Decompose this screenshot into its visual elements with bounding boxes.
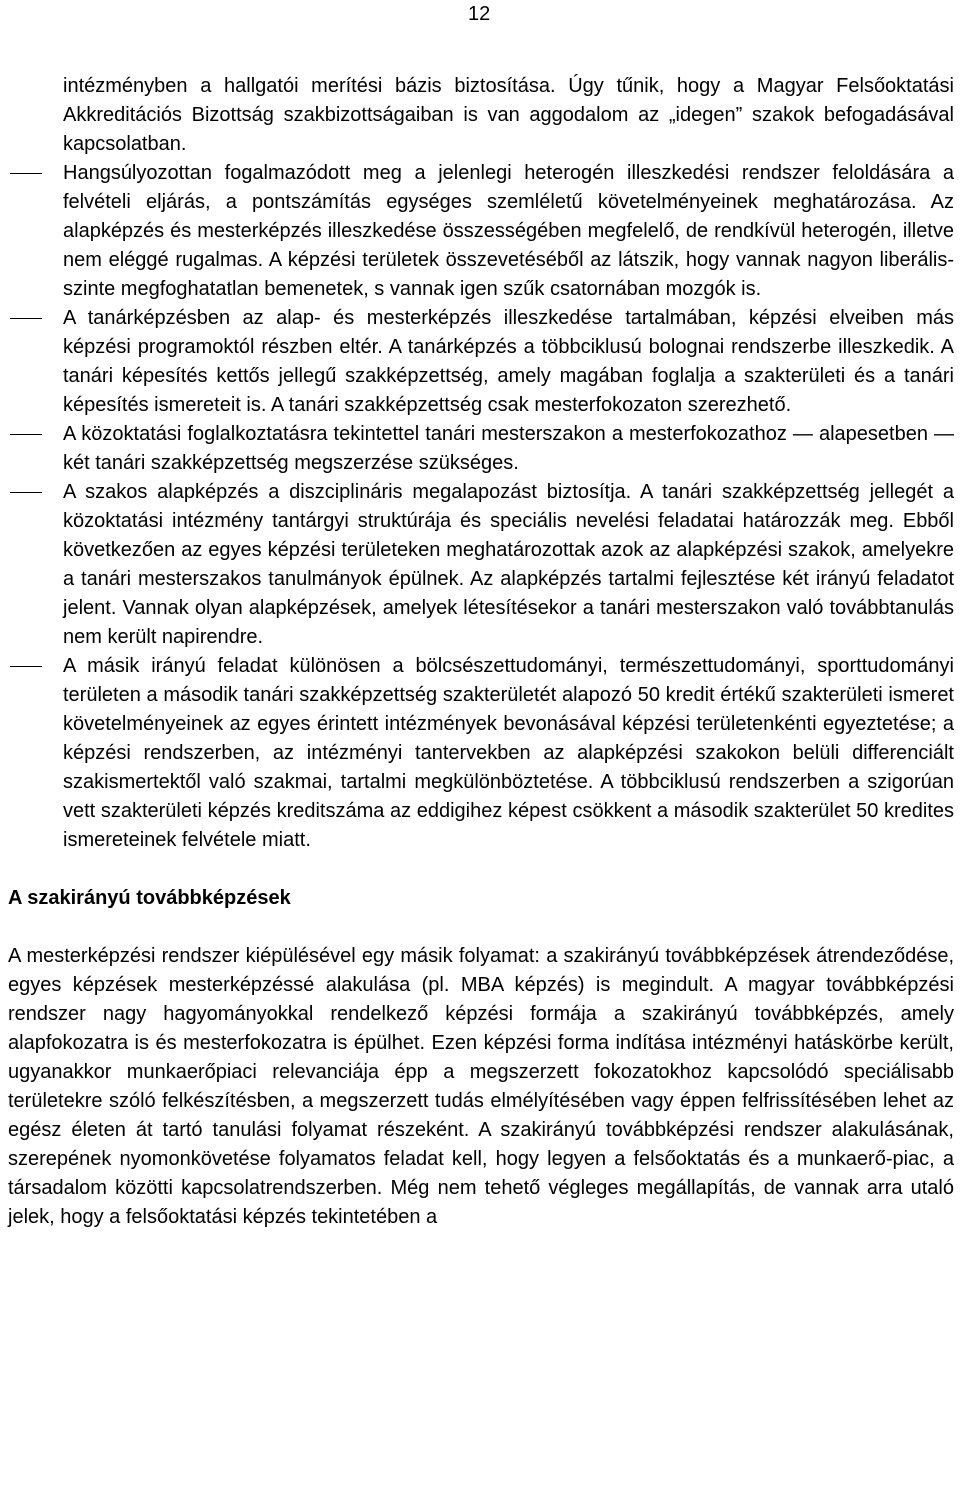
dash-bullet-icon — [10, 666, 42, 667]
list-item — [8, 72, 954, 159]
list-item — [8, 478, 954, 652]
section-paragraph: A mesterképzési rendszer kiépülésével egy másik folyamat: a szakirányú továbbképzések átrendeződése, egyes képzések mesterképzéssé alakulása (pl. MBA képzés) is megindult. A magyar továbbképzési rendszer nagy hagyományokkal rendelkező képzési formája a szakirányú továbbképzés, amely alapfokozatra is és mesterfokozatra is épülhet. Ezen képzési forma indítása intézményi hatáskörbe került, ugyanakkor munkaerőpiaci relevanciája épp a megszerzett fokozatokhoz kapcsolódó speciálisabb területekre szóló felkészítésben, a megszerzett tudás elmélyítésében vagy éppen felfrissítésében lehet az egész életen át tartó tanulási folyamat részeként. A szakirányú továbbképzési rendszer alakulásának, szerepének nyomonkövetése folyamatos feladat kell, hogy legyen a felsőoktatás és a munkaerő-piac, a társadalom közötti kapcsolatrendszerben. Még nem tehető végleges megállapítás, de vannak arra utaló jelek, hogy a felsőoktatási képzés tekintetében a — [8, 945, 954, 1228]
list-item — [8, 652, 954, 855]
list-item — [8, 420, 954, 478]
page-number: 12 — [468, 3, 491, 25]
section-heading: A szakirányú továbbképzések — [8, 887, 291, 909]
list-item-text: A másik irányú feladat különösen a bölcsészettudományi, természettudományi, sporttudományi területen a második tanári szakképzettség szakterületét alapozó 50 kredit értékű szakterületi ismeret követelményeinek az egyes érintett intézmények bevonásával képzési területenkénti egyeztetése; a képzési rendszerben, az intézményi tantervekben az alapképzési szakokon belüli differenciált szakismertektől való szakmai, tartalmi megkülönböztetése. A többciklusú rendszerben a szigorúan vett szakterületi képzés kreditszáma az eddigihez képest csökkent a második szakterület 50 kredites ismereteinek felvétele miatt. — [63, 655, 954, 851]
dash-bullet-icon — [10, 318, 42, 319]
list-item — [8, 159, 954, 304]
dash-bullet-icon — [10, 492, 42, 493]
dash-bullet-icon — [10, 173, 42, 174]
list-item — [8, 304, 954, 420]
list-item-text: A közoktatási foglalkoztatásra tekintettel tanári mesterszakon a mesterfokozathoz — alapesetben — két tanári szakképzettség megszerzése szükséges. — [63, 423, 954, 474]
list-item-text: A tanárképzésben az alap- és mesterképzés illeszkedése tartalmában, képzési elveiben más képzési programoktól részben eltér. A tanárképzés a többciklusú bolognai rendszerbe illeszkedik. A tanári képesítés kettős jellegű szakképzettség, amely magában foglalja a szakterületi és a tanári képesítés ismereteit is. A tanári szakképzettség csak mesterfokozaton szerezhető. — [63, 307, 954, 416]
dash-bullet-icon — [10, 434, 42, 435]
list-item-text: A szakos alapképzés a diszciplináris megalapozást biztosítja. A tanári szakképzettség jellegét a közoktatási intézmény tantárgyi struktúrája és speciális nevelési feladatai határozzák meg. Ebből következően az egyes képzési területeken meghatározottak azok az alapképzési szakok, amelyekre a tanári mesterszakos tanulmányok épülnek. Az alapképzés tartalmi fejlesztése két irányú feladatot jelent. Vannak olyan alapképzések, amelyek létesítésekor a tanári mesterszakon való továbbtanulás nem került napirendre. — [63, 481, 954, 648]
list-item-text: intézményben a hallgatói merítési bázis biztosítása. Úgy tűnik, hogy a Magyar Felsőoktatási Akkreditációs Bizottság szakbizottságaiban is van aggodalom az „idegen” szakok befogadásával kapcsolatban. — [63, 75, 954, 155]
document-body — [8, 72, 954, 1232]
bullet-list — [8, 72, 954, 855]
list-item-text: Hangsúlyozottan fogalmazódott meg a jelenlegi heterogén illeszkedési rendszer feloldására a felvételi eljárás, a pontszámítás egységes szemléletű követelményeinek meghatározása. Az alapképzés és mesterképzés illeszkedése összességében megfelelő, de rendkívül heterogén, illetve nem eléggé rugalmas. A képzési területek összevetéséből az látszik, hogy vannak nagyon liberális- szinte megfoghatatlan bemenetek, s vannak igen szűk csatornában mozgók is. — [63, 162, 954, 300]
